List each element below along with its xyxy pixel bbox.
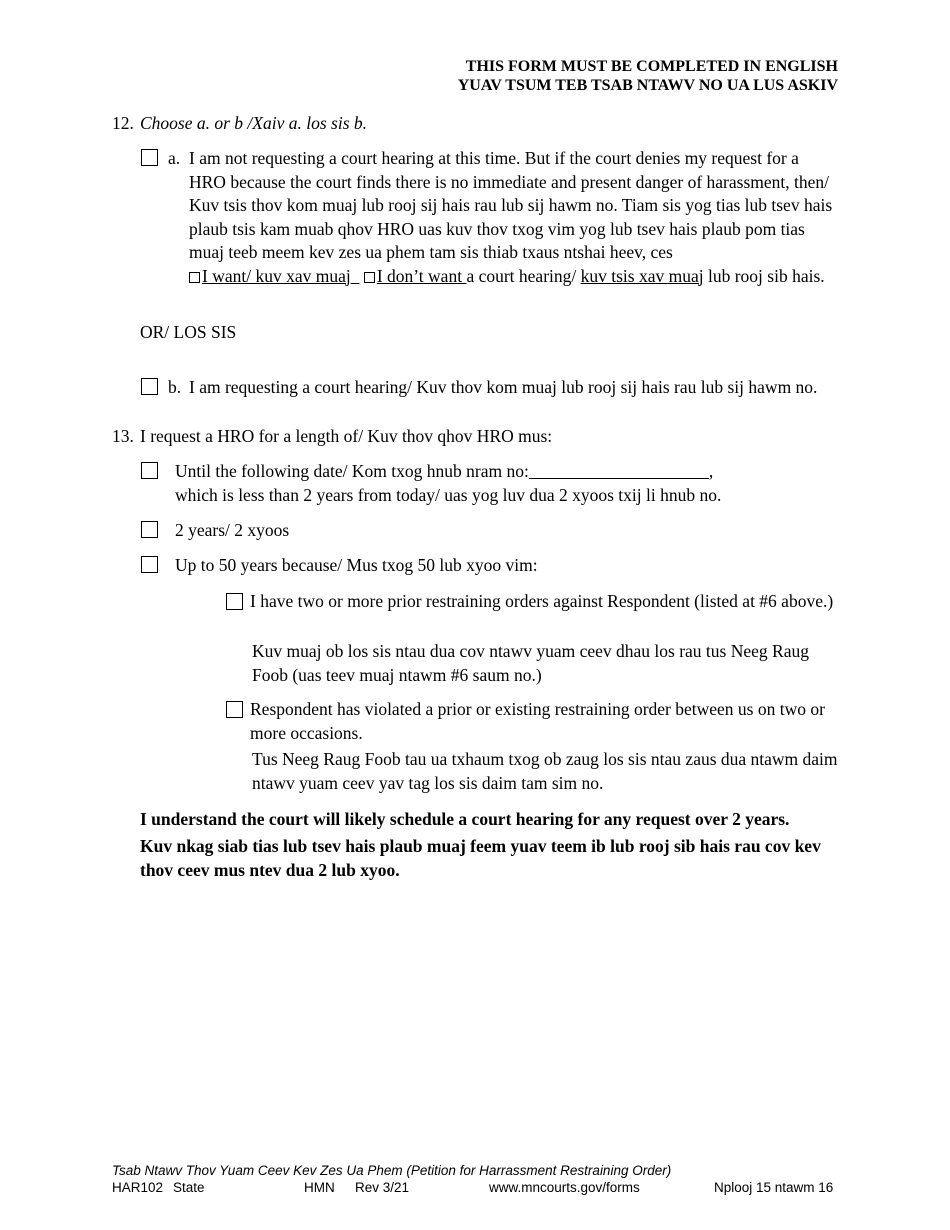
prior-orders-en: I have two or more prior restraining orders against Respondent (listed at #6 above.) [250,591,834,611]
violated-order-checkbox[interactable] [226,701,243,718]
q13-number: 13. [112,426,134,446]
q12-number: 12. [112,113,134,133]
q12-prompt: Choose a. or b /Xaiv a. los sis b. [140,113,368,133]
prior-orders-hmn: Kuv muaj ob los sis ntau dua cov ntawv yuam ceev dhau los rau tus Neeg Raug Foob (uas teev muaj ntawm #6 saum no.) [252,641,809,685]
want-hearing-checkbox[interactable] [189,272,200,283]
or-separator: OR/ LOS SIS [140,322,237,342]
footer-form-id: HAR102 [112,1180,164,1195]
two-years-checkbox[interactable] [141,521,158,538]
q12-option-a-letter: a. [168,148,181,168]
q12-option-b-text: I am requesting a court hearing/ Kuv thov kom muaj lub rooj sij hais rau lub sij hawm no. [189,377,818,397]
prior-orders-checkbox[interactable] [226,593,243,610]
header-english-notice: THIS FORM MUST BE COMPLETED IN ENGLISH [465,58,838,75]
fifty-years-label: Up to 50 years because/ Mus txog 50 lub xyoo vim: [175,555,538,575]
two-years-label: 2 years/ 2 xyoos [175,520,290,540]
footer-page-number: Nplooj 15 ntawm 16 [714,1180,834,1195]
fifty-years-checkbox[interactable] [141,556,158,573]
until-date-field[interactable] [529,462,709,479]
kuv-tsis-xav-muaj-text: kuv tsis xav muaj [580,265,704,286]
dont-want-hearing-checkbox[interactable] [364,272,375,283]
violated-order-en: Respondent has violated a prior or existing restraining order between us on two or more occasions. [250,699,825,743]
footer-form-title: Tsab Ntawv Thov Yuam Ceev Kev Zes Ua Phem (Petition for Harrassment Restraining Order) [112,1163,672,1178]
q12-option-a-text [189,147,839,288]
until-date-checkbox[interactable] [141,462,158,479]
dont-want-hearing-label: I don’t want [376,265,463,286]
q12-option-a-body: I am not requesting a court hearing at this time. But if the court denies my request for a HRO because the court finds there is no immediate and present danger of harassment, then/ Kuv tsis thov kom muaj lub rooj sij hais rau lub sij hawm no. Tiam sis yog tias lub tsev hais plaub tsis kam muab qhov HRO uas kuv thov txog vim yog lub tsev hais plaub pom tias muaj teeb meem kev zes ua phem tam sis thiab txaus ntshai heev, ces [189,148,833,262]
until-date-option: Until the following date/ Kom txog hnub nram no: , which is less than 2 years from today/ uas yog luv dua 2 xyoos txij li hnub no. [175,461,722,505]
header-hmong-notice: YUAV TSUM TEB TSAB NTAWV NO UA LUS ASKIV [457,77,838,94]
until-date-note: which is less than 2 years from today/ uas yog luv dua 2 xyoos txij li hnub no. [175,484,722,505]
footer-revision: Rev 3/21 [355,1180,410,1195]
until-date-label: Until the following date/ Kom txog hnub nram no: [175,461,529,481]
violated-order-hmn: Tus Neeg Raug Foob tau ua txhaum txog ob zaug los sis ntau zaus dua ntawm daim ntawv yuam ceev yav tag los sis daim tam sim no. [252,749,838,793]
q12-option-b-letter: b. [168,377,182,397]
q13-prompt: I request a HRO for a length of/ Kuv thov qhov HRO mus: [140,426,553,446]
q12-option-a-tail: lub rooj sib hais. [707,265,825,286]
footer-state: State [173,1180,205,1195]
footer-url[interactable]: www.mncourts.gov/forms [489,1180,640,1195]
footer-language: HMN [304,1180,335,1195]
notice-english: I understand the court will likely schedule a court hearing for any request over 2 years. [140,809,790,829]
notice-hmong: Kuv nkag siab tias lub tsev hais plaub muaj feem yuav teem ib lub rooj sib hais rau cov kev thov ceev mus ntev dua 2 lub xyoo. [140,836,821,880]
want-hearing-label: I want/ kuv xav muaj [202,265,351,286]
court-hearing-text: a court hearing/ [466,265,577,286]
q12-option-b-checkbox[interactable] [141,378,158,395]
q12-option-a-checkbox[interactable] [141,149,158,166]
